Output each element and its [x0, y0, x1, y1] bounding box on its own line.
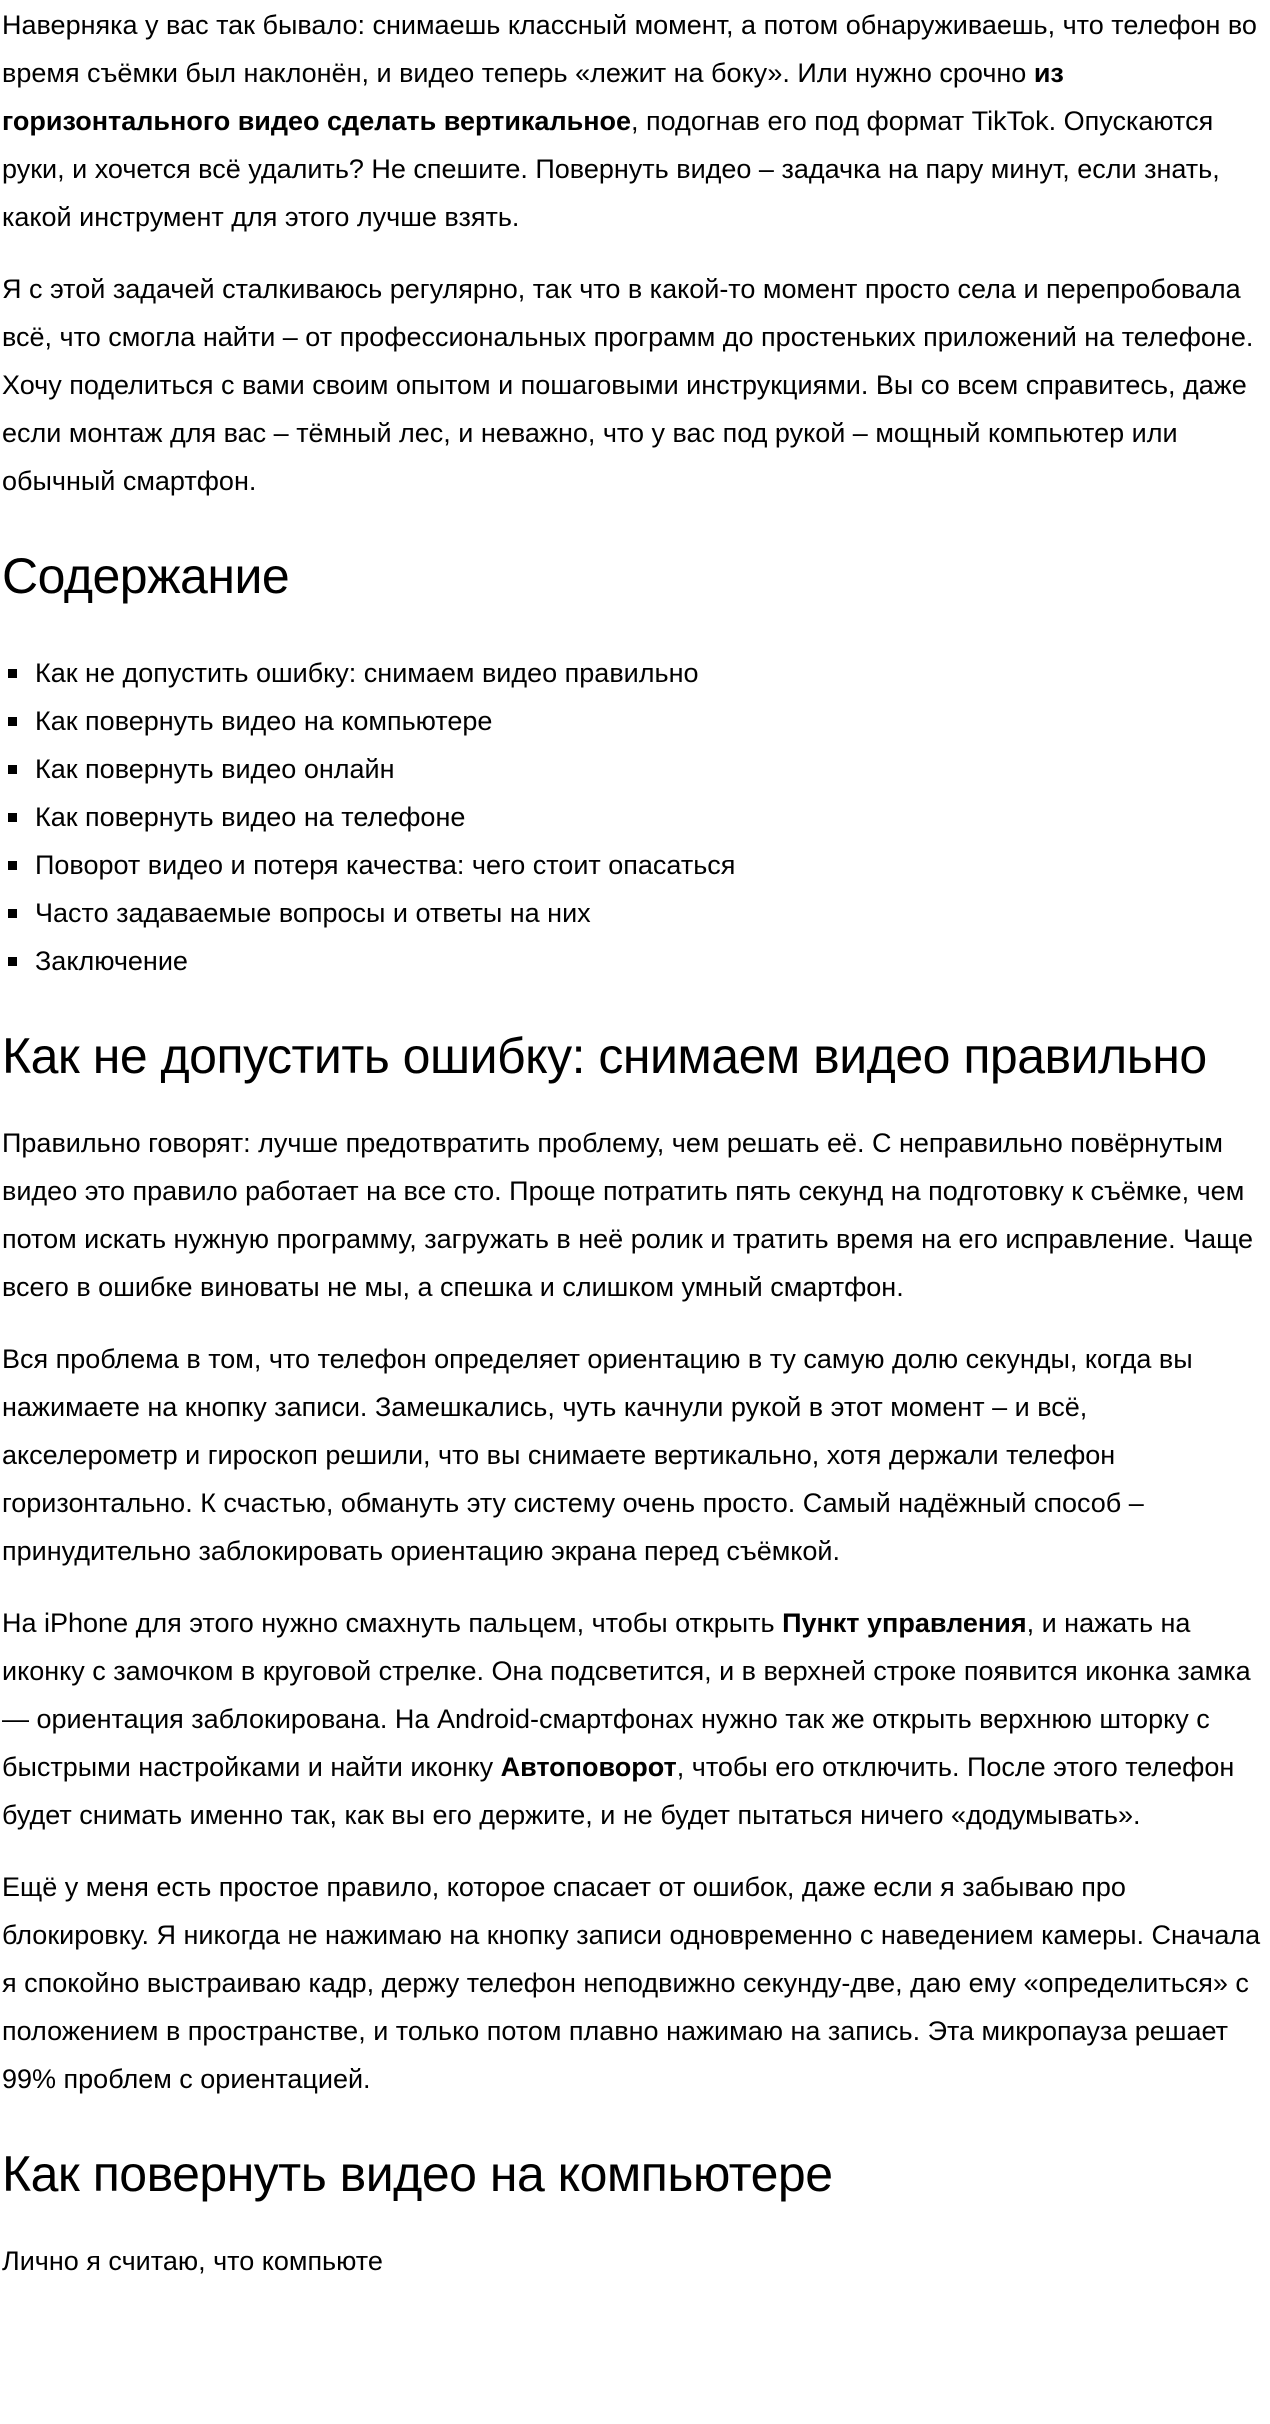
- section-1-paragraph-4: Ещё у меня есть простое правило, которое спасает от ошибок, даже если я забываю про блокировку. Я никогда не нажимаю на кнопку записи одновременно с наведением камеры. Сначала я спокойно выстраиваю кадр, держу телефон неподвижно секунду-две, даю ему «определиться» с положением в пространстве, и только потом плавно нажимаю на запись. Эта микропауза решает 99% проблем с ориентацией.: [2, 1872, 1261, 2094]
- section-1-paragraph-3: На iPhone для этого нужно смахнуть пальцем, чтобы открыть Пункт управления, и нажать на иконку с замочком в круговой стрелке. Она подсветится, и в верхней строке появится иконка замка — ориентация заблокирована. На Android-смартфонах нужно так же открыть верхнюю шторку с быстрыми настройками и найти иконку Автоповорот, чтобы его отключить. После этого телефон будет снимать именно так, как вы его держите, и не будет пытаться ничего «додумывать».: [2, 1608, 1251, 1830]
- section-1-paragraph-1: Правильно говорят: лучше предотвратить проблему, чем решать её. С неправильно повёрнутым видео это правило работает на все сто. Проще потратить пять секунд на подготовку к съёмке, чем потом искать нужную программу, загружать в неё ролик и тратить время на его исправление. Чаще всего в ошибке виноваты не мы, а спешка и слишком умный смартфон.: [2, 1128, 1254, 1302]
- toc-heading: Содержание: [2, 548, 290, 604]
- section-heading-rotate-on-computer: Как повернуть видео на компьютере: [2, 2146, 833, 2202]
- toc-list: [2, 649, 1266, 985]
- toc-item-1: Как не допустить ошибку: снимаем видео правильно: [2, 649, 1266, 697]
- section-heading-avoid-mistake: Как не допустить ошибку: снимаем видео правильно: [2, 1028, 1207, 1084]
- intro-paragraph-2: Я с этой задачей сталкиваюсь регулярно, так что в какой-то момент просто села и перепробовала всё, что смогла найти – от профессиональных программ до простеньких приложений на телефоне. Хочу поделиться с вами своим опытом и пошаговыми инструкциями. Вы со всем справитесь, даже если монтаж для вас – тёмный лес, и неважно, что у вас под рукой – мощный компьютер или обычный смартфон.: [2, 274, 1254, 496]
- toc-item-3: Как повернуть видео онлайн: [2, 745, 1266, 793]
- section-2-paragraph-1: Лично я считаю, что компьюте: [2, 2246, 383, 2276]
- toc-item-6: Часто задаваемые вопросы и ответы на них: [2, 889, 1266, 937]
- intro-paragraph-1: Наверняка у вас так бывало: снимаешь классный момент, а потом обнаруживаешь, что телефон во время съёмки был наклонён, и видео теперь «лежит на боку». Или нужно срочно из горизонтального видео сделать вертикальное, подогнав его под формат TikTok. Опускаются руки, и хочется всё удалить? Не спешите. Повернуть видео – задачка на пару минут, если знать, какой инструмент для этого лучше взять.: [2, 10, 1257, 232]
- toc-item-2: Как повернуть видео на компьютере: [2, 697, 1266, 745]
- toc-item-4: Как повернуть видео на телефоне: [2, 793, 1266, 841]
- toc-item-7: Заключение: [2, 937, 1266, 985]
- section-1-paragraph-2: Вся проблема в том, что телефон определяет ориентацию в ту самую долю секунды, когда вы нажимаете на кнопку записи. Замешкались, чуть качнули рукой в этот момент – и всё, акселерометр и гироскоп решили, что вы снимаете вертикально, хотя держали телефон горизонтально. К счастью, обмануть эту систему очень просто. Самый надёжный способ – принудительно заблокировать ориентацию экрана перед съёмкой.: [2, 1344, 1193, 1566]
- toc-item-5: Поворот видео и потеря качества: чего стоит опасаться: [2, 841, 1266, 889]
